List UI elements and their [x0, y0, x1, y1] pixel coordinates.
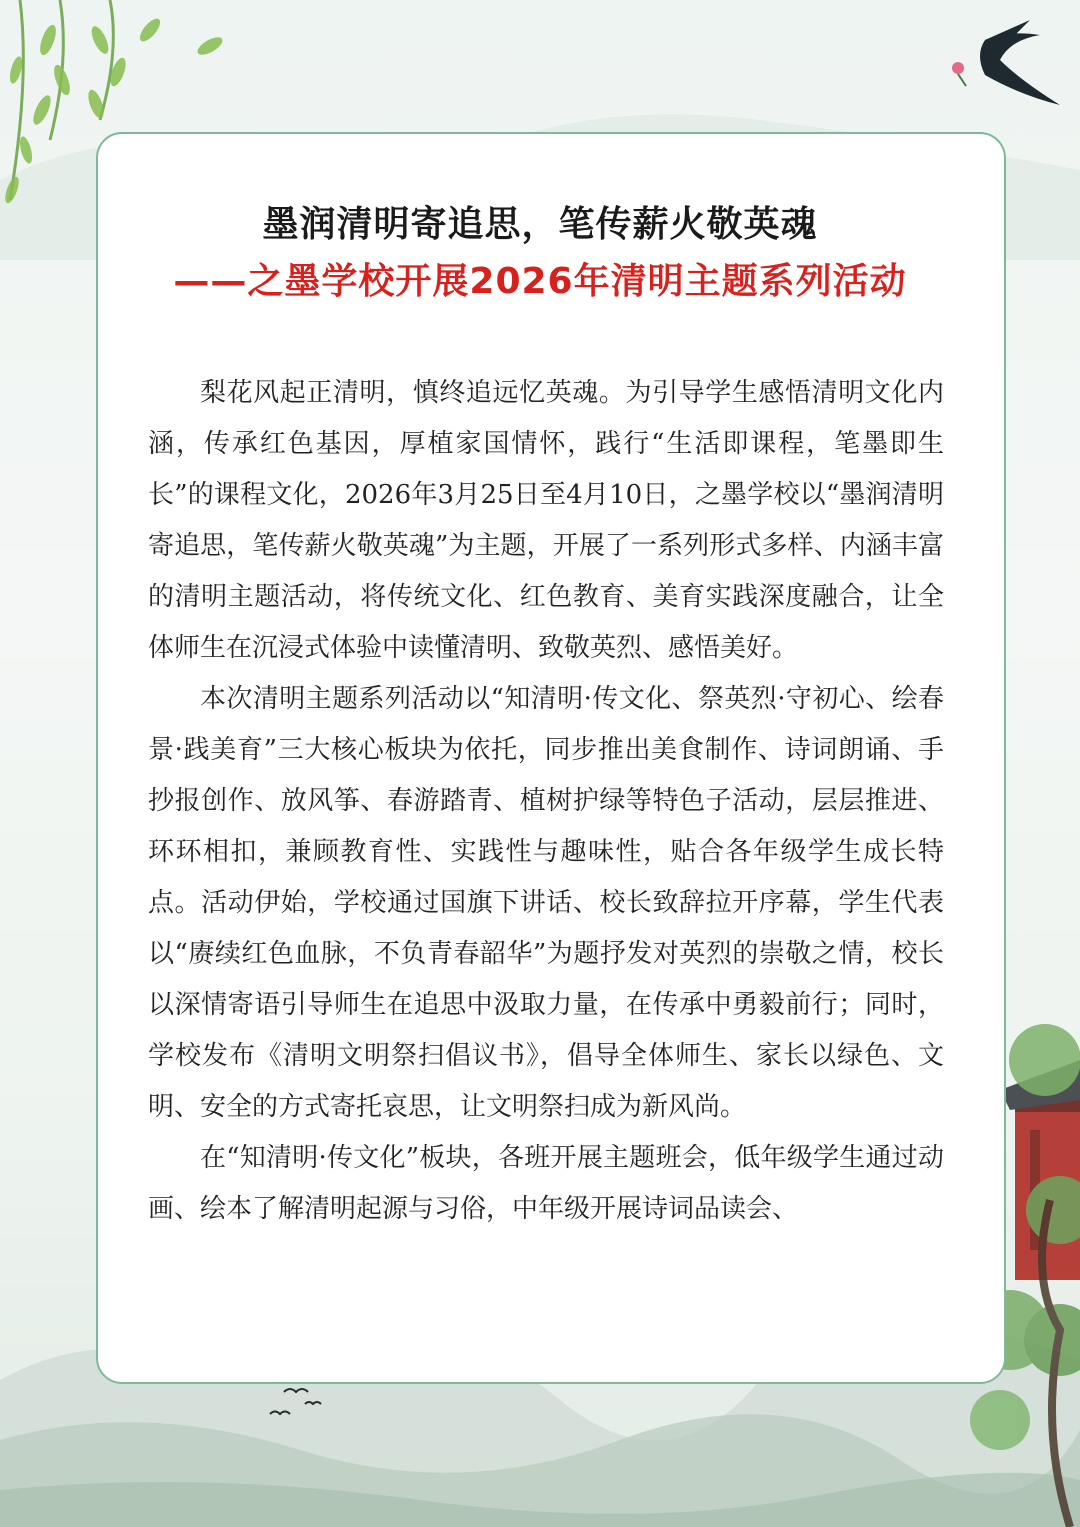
page-title: 墨润清明寄追思，笔传薪火敬英魂: [262, 203, 818, 245]
article-body: [148, 368, 944, 1235]
paragraph-1: 梨花风起正清明，慎终追远忆英魂。为引导学生感悟清明文化内涵，传承红色基因，厚植家国情怀，践行“生活即课程，笔墨即生长”的课程文化，2026年3月25日至4月10日，之墨学校以“墨润清明寄追思，笔传薪火敬英魂”为主题，开展了一系列形式多样、内涵丰富的清明主题活动，将传统文化、红色教育、美育实践深度融合，让全体师生在沉浸式体验中读懂清明、致敬英烈、感悟美好。: [148, 378, 944, 663]
swallow-icon: [952, 20, 1060, 105]
page-subtitle: ——之墨学校开展2026年清明主题系列活动: [173, 261, 907, 302]
paragraph-3: 在“知清明·传文化”板块，各班开展主题班会，低年级学生通过动画、绘本了解清明起源与习俗，中年级开展诗词品读会、: [148, 1143, 944, 1224]
paragraph-2: 本次清明主题系列活动以“知清明·传文化、祭英烈·守初心、绘春景·践美育”三大核心板块为依托，同步推出美食制作、诗词朗诵、手抄报创作、放风筝、春游踏青、植树护绿等特色子活动，层层推进、环环相扣，兼顾教育性、实践性与趣味性，贴合各年级学生成长特点。活动伊始，学校通过国旗下讲话、校长致辞拉开序幕，学生代表以“赓续红色血脉，不负青春韶华”为题抒发对英烈的崇敬之情，校长以深情寄语引导师生在追思中汲取力量，在传承中勇毅前行；同时，学校发布《清明文明祭扫倡议书》，倡导全体师生、家长以绿色、文明、安全的方式寄托哀思，让文明祭扫成为新风尚。: [148, 684, 944, 1122]
